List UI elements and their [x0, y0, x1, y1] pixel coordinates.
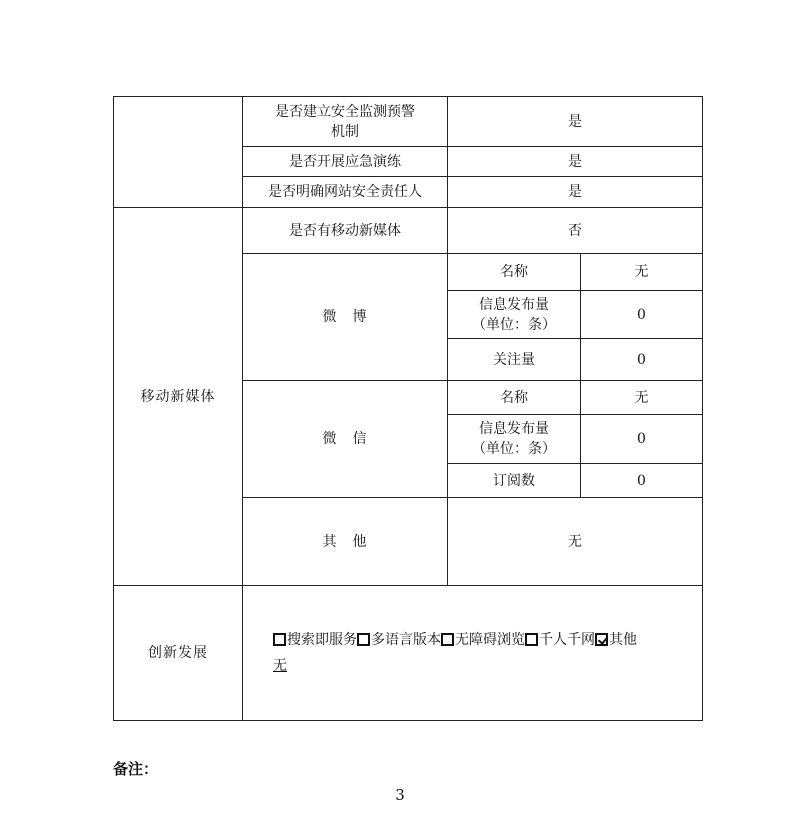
innovation-options-cell [243, 586, 703, 721]
wechat-subscribers-value: 0 [581, 464, 703, 498]
emergency-drill-label: 是否开展应急演练 [243, 147, 448, 177]
security-section-cell [114, 97, 243, 208]
checkbox-accessibility[interactable] [441, 633, 454, 646]
mobile-media-section-label: 移动新媒体 [114, 208, 243, 586]
other-media-label: 其 他 [243, 498, 448, 586]
weibo-name-label: 名称 [448, 254, 581, 291]
option-accessibility-label: 无障碍浏览 [455, 632, 525, 648]
wechat-name-value: 无 [581, 381, 703, 415]
wechat-posts-value: 0 [581, 415, 703, 464]
option-personalized-label: 千人千网 [539, 632, 595, 648]
wechat-label: 微 信 [243, 381, 448, 498]
has-mobile-media-value: 否 [448, 208, 703, 254]
option-other-label: 其他 [609, 632, 637, 648]
innovation-label: 创新发展 [114, 586, 243, 721]
has-mobile-media-label: 是否有移动新媒体 [243, 208, 448, 254]
option-search-service-label: 搜索即服务 [287, 632, 357, 648]
page-number: 3 [395, 786, 405, 804]
checkbox-search-service[interactable] [273, 633, 286, 646]
weibo-followers-label: 关注量 [448, 339, 581, 381]
weibo-label: 微 博 [243, 254, 448, 381]
report-table [113, 96, 703, 721]
innovation-other-text: 无 [273, 658, 287, 674]
emergency-drill-value: 是 [448, 147, 703, 177]
innovation-options [273, 630, 696, 650]
weibo-posts-label: 信息发布量 （单位：条） [448, 291, 581, 339]
checkbox-other[interactable] [595, 633, 608, 646]
checkbox-personalized[interactable] [525, 633, 538, 646]
weibo-followers-value: 0 [581, 339, 703, 381]
responsible-person-value: 是 [448, 177, 703, 208]
checkbox-multilingual[interactable] [357, 633, 370, 646]
note-label: 备注： [113, 760, 159, 778]
responsible-person-label: 是否明确网站安全责任人 [243, 177, 448, 208]
option-multilingual-label: 多语言版本 [371, 632, 441, 648]
wechat-subscribers-label: 订阅数 [448, 464, 581, 498]
warning-mechanism-label: 是否建立安全监测预警 机制 [243, 97, 448, 147]
weibo-posts-value: 0 [581, 291, 703, 339]
wechat-posts-label: 信息发布量 （单位：条） [448, 415, 581, 464]
wechat-name-label: 名称 [448, 381, 581, 415]
weibo-name-value: 无 [581, 254, 703, 291]
other-media-value: 无 [448, 498, 703, 586]
warning-mechanism-value: 是 [448, 97, 703, 147]
